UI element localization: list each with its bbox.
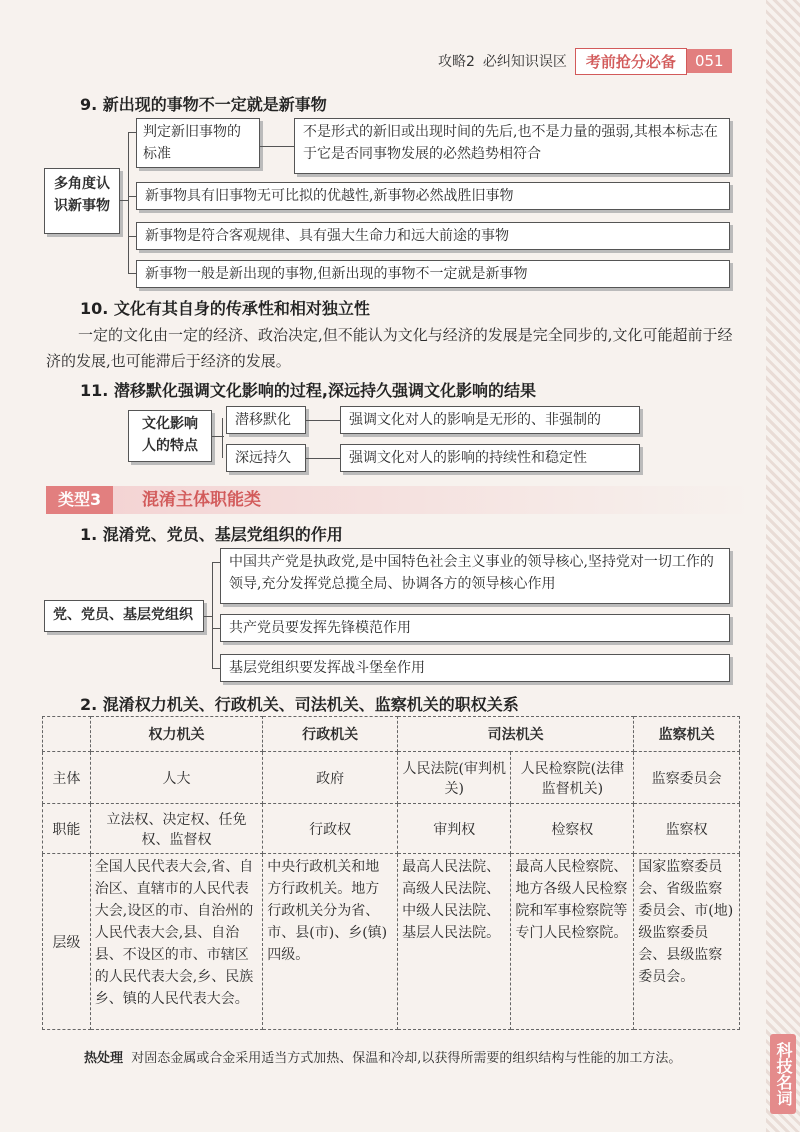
table-row xyxy=(43,804,740,854)
header-judicial: 司法机关 xyxy=(398,717,634,752)
table-cell: 政府 xyxy=(263,752,398,804)
table-cell: 人民法院(审判机关) xyxy=(398,752,511,804)
header-subsection: 必纠知识误区 xyxy=(482,54,567,70)
table-cell: 立法权、决定权、任免权、监督权 xyxy=(90,804,262,854)
s11-r1-label: 潜移默化 xyxy=(226,406,306,434)
header-section: 攻略2 xyxy=(438,54,475,70)
table-cell: 行政权 xyxy=(263,804,398,854)
section-11-title: 11. 潜移默化强调文化影响的过程,深远持久强调文化影响的结果 xyxy=(80,381,536,400)
table-row xyxy=(43,854,740,1030)
table-cell: 最高人民法院、高级人民法院、中级人民法院、基层人民法院。 xyxy=(398,854,511,1030)
table-cell: 中央行政机关和地方行政机关。地方行政机关分为省、市、县(市)、乡(镇)四级。 xyxy=(263,854,398,1030)
t1-title: 1. 混淆党、党员、基层党组织的作用 xyxy=(80,525,343,544)
table-corner xyxy=(43,717,91,752)
table-cell: 监察委员会 xyxy=(634,752,740,804)
table-cell: 最高人民检察院、地方各级人民检察院和军事检察院等专门人民检察院。 xyxy=(511,854,634,1030)
powers-table xyxy=(42,716,740,1030)
s9-standard-text: 不是形式的新旧或出现时间的先后,也不是力量的强弱,其根本标志在于它是否同事物发展的必然趋势相符合 xyxy=(294,118,730,174)
table-cell: 监察权 xyxy=(634,804,740,854)
row-label: 层级 xyxy=(43,854,91,1030)
table-cell: 人大 xyxy=(90,752,262,804)
t1-branch-2: 共产党员要发挥先锋模范作用 xyxy=(220,614,730,642)
side-tab: 科技名词 xyxy=(770,1034,796,1114)
header-tag: 考前抢分必备 xyxy=(575,48,687,75)
table-row xyxy=(43,752,740,804)
s11-r1-text: 强调文化对人的影响是无形的、非强制的 xyxy=(340,406,640,434)
s11-r2-text: 强调文化对人的影响的持续性和稳定性 xyxy=(340,444,640,472)
footnote-text: 对固态金属或合金采用适当方式加热、保温和冷却,以获得所需要的组织结构与性能的加工方法。 xyxy=(131,1051,682,1066)
section-10-title: 10. 文化有其自身的传承性和相对独立性 xyxy=(80,299,370,318)
s11-r2-label: 深远持久 xyxy=(226,444,306,472)
type-badge: 类型3 xyxy=(46,486,113,514)
section-10-text: 一定的文化由一定的经济、政治决定,但不能认为文化与经济的发展是完全同步的,文化可能超前于经济的发展,也可能滞后于经济的发展。 xyxy=(46,326,733,370)
table-cell: 国家监察委员会、省级监察委员会、市(地)级监察委员会、县级监察委员会。 xyxy=(634,854,740,1030)
table-header-row xyxy=(43,717,740,752)
t1-branch-3: 基层党组织要发挥战斗堡垒作用 xyxy=(220,654,730,682)
table-cell: 检察权 xyxy=(511,804,634,854)
header-admin: 行政机关 xyxy=(263,717,398,752)
header-supervision: 监察机关 xyxy=(634,717,740,752)
footnote xyxy=(84,1048,704,1070)
s9-root-box: 多角度认识新事物 xyxy=(44,168,120,234)
s9-branch-4: 新事物一般是新出现的事物,但新出现的事物不一定就是新事物 xyxy=(136,260,730,288)
table-cell: 全国人民代表大会,省、自治区、直辖市的人民代表大会,设区的市、自治州的人民代表大会,县、自治县、不设区的市、市辖区的人民代表大会,乡、民族乡、镇的人民代表大会。 xyxy=(90,854,262,1030)
table-cell: 审判权 xyxy=(398,804,511,854)
section-9-title: 9. 新出现的事物不一定就是新事物 xyxy=(80,95,327,114)
page-header xyxy=(438,46,770,76)
footnote-term: 热处理 xyxy=(84,1051,124,1066)
type-title: 混淆主体职能类 xyxy=(142,490,261,510)
table-cell: 人民检察院(法律监督机关) xyxy=(511,752,634,804)
s9-branch-3: 新事物是符合客观规律、具有强大生命力和远大前途的事物 xyxy=(136,222,730,250)
page-number: 051 xyxy=(687,49,732,73)
header-power: 权力机关 xyxy=(90,717,262,752)
t2-title: 2. 混淆权力机关、行政机关、司法机关、监察机关的职权关系 xyxy=(80,695,519,714)
s9-standard-label: 判定新旧事物的标准 xyxy=(136,118,260,168)
s9-branch-2: 新事物具有旧事物无可比拟的优越性,新事物必然战胜旧事物 xyxy=(136,182,730,210)
s11-root-box: 文化影响人的特点 xyxy=(128,410,212,462)
t1-root-box: 党、党员、基层党组织 xyxy=(44,600,204,632)
t1-branch-1: 中国共产党是执政党,是中国特色社会主义事业的领导核心,坚持党对一切工作的领导,充分发挥党总揽全局、协调各方的领导核心作用 xyxy=(220,548,730,604)
row-label: 职能 xyxy=(43,804,91,854)
decorative-stripe xyxy=(766,0,800,1132)
row-label: 主体 xyxy=(43,752,91,804)
type-banner xyxy=(46,486,756,514)
